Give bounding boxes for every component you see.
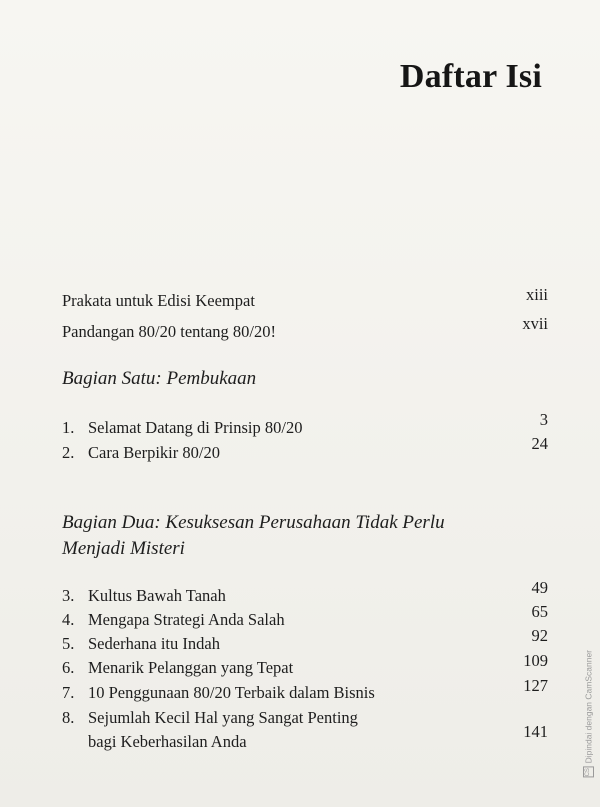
- chapter-title: Mengapa Strategi Anda Salah: [88, 610, 285, 629]
- chapter-page: 49: [531, 578, 548, 597]
- chapter-title-continued: bagi Keberhasilan Anda: [88, 732, 247, 751]
- toc-page-8020-view: xvii: [522, 314, 548, 333]
- chapter-number: 2.: [62, 443, 75, 462]
- toc-entry-8020-view: Pandangan 80/20 tentang 80/20!: [62, 322, 277, 341]
- chapter-title: Sejumlah Kecil Hal yang Sangat Penting: [88, 708, 358, 727]
- chapter-number: 3.: [62, 586, 75, 605]
- chapter-number: 8.: [62, 708, 75, 727]
- chapter-number: 5.: [62, 634, 75, 653]
- chapter-number: 7.: [62, 683, 75, 702]
- chapter-title: 10 Penggunaan 80/20 Terbaik dalam Bisnis: [88, 683, 375, 702]
- page-title: Daftar Isi: [399, 58, 542, 95]
- chapter-number: 1.: [62, 418, 75, 437]
- chapter-number: 6.: [62, 658, 75, 677]
- camscanner-logo-icon: CS: [583, 766, 594, 777]
- chapter-page: 92: [531, 626, 548, 645]
- chapter-title: Menarik Pelanggan yang Tepat: [88, 658, 294, 677]
- chapter-page: 127: [523, 676, 548, 695]
- chapter-page: 141: [523, 722, 548, 741]
- chapter-page: 65: [531, 602, 548, 621]
- chapter-page: 3: [539, 410, 548, 429]
- scanner-watermark-text: Dipindai dengan CamScanner: [583, 649, 594, 763]
- toc-page-preface: xiii: [525, 285, 548, 304]
- chapter-page: 109: [523, 651, 548, 670]
- part2-heading-line1: Bagian Dua: Kesuksesan Perusahaan Tidak Perlu: [62, 512, 445, 533]
- chapter-title: Selamat Datang di Prinsip 80/20: [88, 418, 303, 437]
- chapter-title: Kultus Bawah Tanah: [88, 586, 226, 605]
- chapter-title: Sederhana itu Indah: [88, 634, 220, 653]
- part2-heading-line2: Menjadi Misteri: [62, 538, 185, 559]
- chapter-title: Cara Berpikir 80/20: [88, 443, 220, 462]
- scanner-watermark: [583, 650, 594, 777]
- chapter-number: 4.: [62, 610, 75, 629]
- toc-entry-preface: Prakata untuk Edisi Keempat: [62, 291, 255, 310]
- chapter-page: 24: [531, 434, 548, 453]
- part1-heading: Bagian Satu: Pembukaan: [62, 368, 257, 389]
